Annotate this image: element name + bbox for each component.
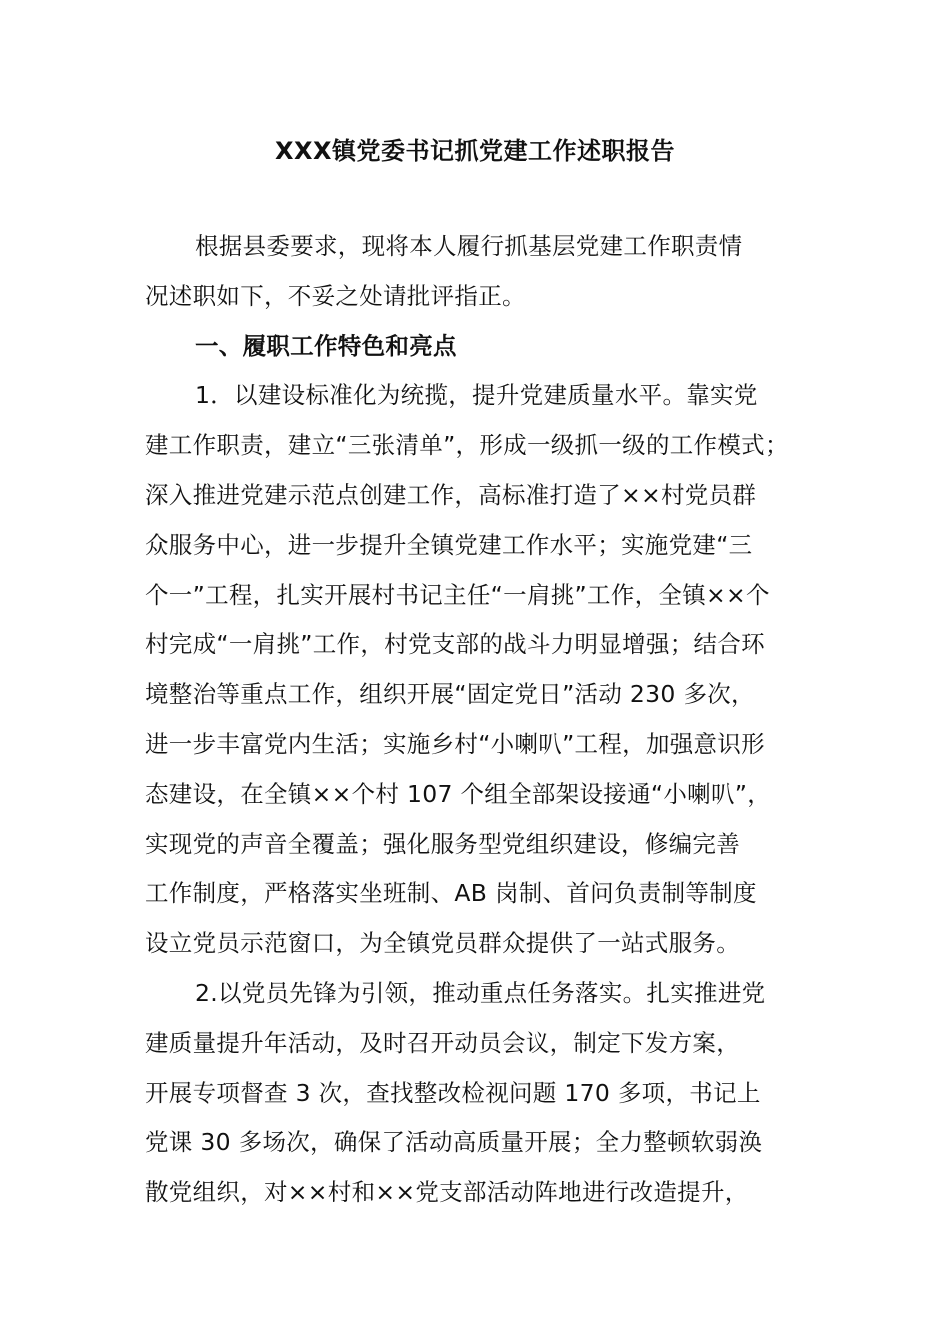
text-line: 境整治等重点工作，组织开展“固定党日”活动 230 多次， [145,680,755,709]
text-line: 开展专项督查 3 次，查找整改检视问题 170 多项，书记上 [145,1078,761,1107]
text-line: 设立党员示范窗口，为全镇党员群众提供了一站式服务。 [145,929,740,958]
text-line: 党课 30 多场次，确保了活动高质量开展；全力整顿软弱涣 [145,1128,763,1157]
text-line: 村完成“一肩挑”工作，村党支部的战斗力明显增强；结合环 [145,630,765,659]
text-line: 况述职如下，不妥之处请批评指正。 [145,281,526,310]
text-line: 态建设，在全镇××个村 107 个组全部架设接通“小喇叭”， [145,779,772,808]
text-line: 2.以党员先锋为引领，推动重点任务落实。扎实推进党 [195,978,766,1007]
text-line: 众服务中心，进一步提升全镇党建工作水平；实施党建“三 [145,530,753,559]
text-line: 深入推进党建示范点创建工作，高标准打造了××村党员群 [145,480,757,509]
text-line: 根据县委要求，现将本人履行抓基层党建工作职责情 [195,232,743,260]
text-line: 实现党的声音全覆盖；强化服务型党组织建设，修编完善 [145,829,740,858]
text-line: 进一步丰富党内生活；实施乡村“小喇叭”工程，加强意识形 [145,729,765,758]
text-line: 个一”工程，扎实开展村书记主任“一肩挑”工作，全镇××个 [145,580,770,609]
text-line: 建质量提升年活动，及时召开动员会议，制定下发方案， [145,1028,740,1057]
text-line: 散党组织，对××村和××党支部活动阵地进行改造提升， [145,1178,749,1207]
text-line: 1．以建设标准化为统揽，提升党建质量水平。靠实党 [195,381,758,410]
text-line: 工作制度，严格落实坐班制、AB 岗制、首问负责制等制度 [145,879,757,908]
section-heading: 一、履职工作特色和亮点 [195,331,457,360]
document-title: XXX镇党委书记抓党建工作述职报告 [274,137,675,165]
document-body [145,222,825,1218]
text-line: 建工作职责，建立“三张清单”，形成一级抓一级的工作模式； [145,431,789,460]
